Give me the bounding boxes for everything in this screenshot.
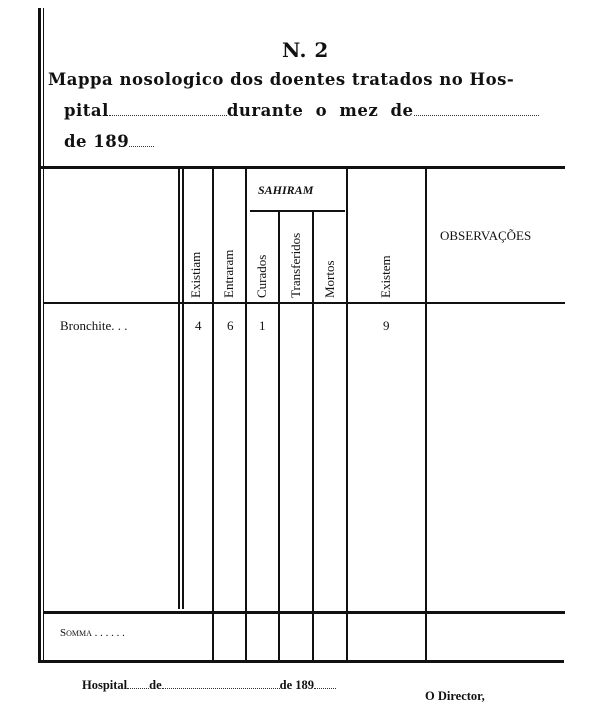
- total-label: Somma . . . . . .: [60, 627, 125, 639]
- disease-name: Bronchite. . .: [60, 318, 128, 333]
- col-header-existiam: Existiam: [188, 251, 203, 298]
- sahiram-underline: [250, 210, 345, 212]
- month-blank[interactable]: [414, 103, 539, 116]
- cell-existem: 9: [383, 318, 390, 333]
- frame-left-inner: [43, 8, 44, 662]
- hospital-blank[interactable]: [109, 103, 227, 116]
- col-line: [278, 212, 280, 660]
- form-title-line1: Mappa nosologico dos doentes tratados no Hos-: [48, 70, 515, 89]
- col-line: [178, 169, 180, 609]
- col-header-mortos: Mortos: [322, 260, 337, 298]
- col-line: [346, 169, 348, 660]
- footer-day-blank[interactable]: [162, 676, 280, 689]
- frame-bottom-border: [38, 660, 564, 663]
- director-signature: O Director,: [425, 689, 485, 703]
- form-title-line2: [64, 101, 539, 120]
- form-title-line3: [64, 132, 154, 151]
- col-header-existem: Existem: [378, 255, 393, 298]
- sahiram-header: SAHIRAM: [258, 183, 314, 197]
- cell-entraram: 6: [227, 318, 234, 333]
- col-line: [425, 169, 427, 660]
- total-rule: [44, 611, 565, 614]
- table-top-rule: [40, 166, 565, 169]
- title-year: de 189: [64, 132, 130, 151]
- cell-existiam: 4: [195, 318, 202, 333]
- footer-hospital: Hospital: [82, 678, 128, 692]
- title-pital: pital: [64, 101, 109, 120]
- cell-curados: 1: [259, 318, 266, 333]
- footer-hospital-blank[interactable]: [127, 676, 149, 689]
- footer-year-blank[interactable]: [314, 676, 336, 689]
- title-durante: durante o mez de: [226, 101, 414, 120]
- col-line: [245, 169, 247, 660]
- col-header-transferidos: Transferidos: [288, 232, 303, 298]
- footer-signature-line: [82, 676, 336, 693]
- year-blank[interactable]: [129, 134, 154, 147]
- col-header-curados: Curados: [254, 254, 269, 298]
- form-number: N. 2: [282, 38, 329, 62]
- observacoes-header: OBSERVAÇÕES: [440, 228, 532, 243]
- frame-left-border: [38, 8, 41, 662]
- col-header-entraram: Entraram: [221, 249, 236, 298]
- footer-year: de 189: [279, 678, 315, 692]
- header-bottom-rule: [44, 302, 565, 304]
- col-line: [312, 212, 314, 660]
- col-line: [212, 169, 214, 660]
- footer-de: de: [149, 678, 162, 692]
- col-line: [182, 169, 184, 609]
